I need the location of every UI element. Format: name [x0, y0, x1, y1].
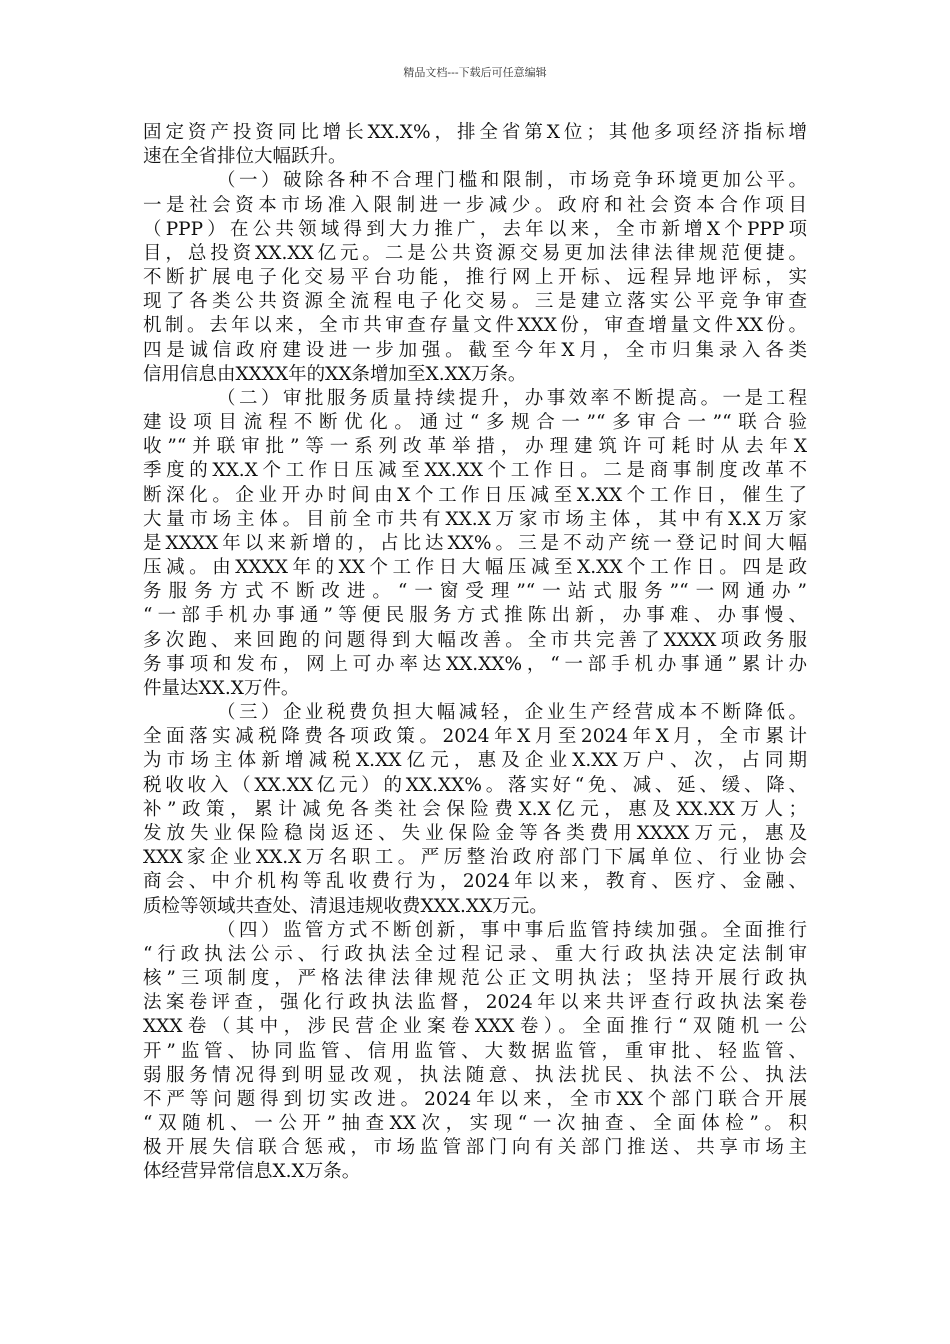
text-line: 为市场主体新增减税X.XX亿元，惠及企业X.XX万户、次，占同期 [143, 750, 807, 772]
section-heading-line: （一）破除各种不合理门槛和限制，市场竞争环境更加公平。 [217, 170, 807, 192]
text-line: 建设项目流程不断优化。通过“多规合一”“多审合一”“联合验 [143, 412, 807, 434]
section-heading-line: （四）监管方式不断创新，事中事后监管持续加强。全面推行 [217, 919, 807, 941]
text-line: 目，总投资XX.XX亿元。二是公共资源交易更加法律法律规范便捷。 [143, 242, 807, 264]
text-line: 四是诚信政府建设进一步加强。截至今年X月，全市归集录入各类 [143, 339, 807, 361]
section-heading-line: （三）企业税费负担大幅减轻，企业生产经营成本不断降低。 [217, 702, 807, 724]
text-line: 件量达XX.X万件。 [143, 677, 300, 699]
text-line: 大量市场主体。目前全市共有XX.X万家市场主体，其中有X.X万家 [143, 508, 807, 530]
text-line: 机制。去年以来，全市共审查存量文件XXX份，审查增量文件XX份。 [143, 315, 807, 337]
text-line: XXX卷（其中，涉民营企业案卷XXX卷）。全面推行“双随机一公 [143, 1016, 807, 1038]
text-line: 极开展失信联合惩戒，市场监管部门向有关部门推送、共享市场主 [143, 1137, 807, 1159]
text-line: 现了各类公共资源全流程电子化交易。三是建立落实公平竞争审查 [143, 291, 807, 313]
text-line: 固定资产投资同比增长XX.X%，排全省第X位；其他多项经济指标增 [143, 122, 807, 143]
text-line: “一部手机办事通”等便民服务方式推陈出新，办事难、办事慢、 [143, 605, 807, 627]
text-line: “双随机、一公开”抽查XX次，实现“一次抽查、全面体检”。积 [143, 1113, 807, 1135]
text-line: 商会、中介机构等乱收费行为，2024年以来，教育、医疗、金融、 [143, 871, 807, 893]
text-line: 开”监管、协同监管、信用监管、大数据监管，重审批、轻监管、 [143, 1040, 807, 1062]
text-line: 发放失业保险稳岗返还、失业保险金等各类费用XXXX万元，惠及 [143, 822, 807, 844]
text-line: 断深化。企业开办时间由X个工作日压减至X.XX个工作日，催生了 [143, 484, 807, 506]
text-line: 一是社会资本市场准入限制进一步减少。政府和社会资本合作项目 [143, 194, 807, 216]
text-line: 压减。由XXXX年的XX个工作日大幅压减至X.XX个工作日。四是政 [143, 557, 807, 579]
text-line: 不严等问题得到切实改进。2024年以来，全市XX个部门联合开展 [143, 1088, 807, 1110]
text-line: 季度的XX.X个工作日压减至XX.XX个工作日。二是商事制度改革不 [143, 460, 807, 482]
text-line: 体经营异常信息X.X万条。 [143, 1161, 361, 1183]
text-line: 收”“并联审批”等一系列改革举措，办理建筑许可耗时从去年X [143, 436, 807, 458]
section-heading-line: （二）审批服务质量持续提升，办事效率不断提高。一是工程 [217, 387, 807, 409]
text-line: 不断扩展电子化交易平台功能，推行网上开标、远程异地评标，实 [143, 267, 807, 289]
text-line: 速在全省排位大幅跃升。 [143, 146, 347, 168]
text-line: XXX家企业XX.X万名职工。严厉整治政府部门下属单位、行业协会 [143, 847, 807, 869]
text-line: 弱服务情况得到明显改观，执法随意、执法扰民、执法不公、执法 [143, 1064, 807, 1086]
text-line: 法案卷评查，强化行政执法监督，2024年以来共评查行政执法案卷 [143, 992, 807, 1014]
text-line: 务服务方式不断改进。“一窗受理”“一站式服务”“一网通办” [143, 581, 807, 603]
text-line: 信用信息由XXXX年的XX条增加至X.XX万条。 [143, 363, 527, 385]
text-line: 补”政策，累计减免各类社会保险费X.X亿元，惠及XX.XX万人； [143, 798, 807, 820]
document-body [143, 121, 807, 1185]
text-line: 务事项和发布，网上可办率达XX.XX%，“一部手机办事通”累计办 [143, 653, 807, 675]
text-line: 税收收入（XX.XX亿元）的XX.XX%。落实好“免、减、延、缓、降、 [143, 774, 807, 796]
text-line: “行政执法公示、行政执法全过程记录、重大行政执法决定法制审 [143, 943, 807, 965]
page-header: 精品文档---下载后可任意编辑 [403, 66, 547, 79]
text-line: 是XXXX年以来新增的，占比达XX%。三是不动产统一登记时间大幅 [143, 532, 807, 554]
text-line: 质检等领域共查处、清退违规收费XXX.XX万元。 [143, 895, 548, 917]
text-line: 多次跑、来回跑的问题得到大幅改善。全市共完善了XXXX项政务服 [143, 629, 807, 651]
text-line: 核”三项制度，严格法律法律规范公正文明执法；坚持开展行政执 [143, 968, 807, 990]
text-line: （PPP）在公共领域得到大力推广，去年以来，全市新增X个PPP项 [143, 218, 807, 240]
text-line: 全面落实减税降费各项政策。2024年X月至2024年X月，全市累计 [143, 726, 807, 748]
